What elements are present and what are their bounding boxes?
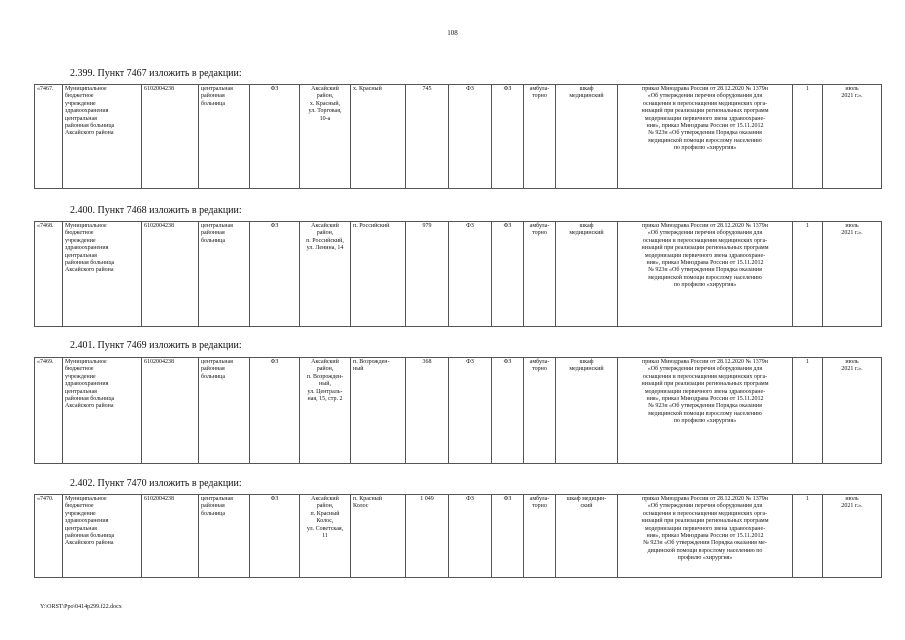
cell-locality [351,358,406,464]
cell-basis [618,222,793,327]
cell-line: районная больница [65,533,115,540]
cell-line: центральная [201,223,233,229]
cell-locality [351,495,406,578]
cell-date [823,85,882,189]
cell-fz2: ФЗ [449,495,492,578]
cell-type [199,358,250,464]
record-table [34,84,882,189]
cell-line: «Об утверждении перечня оборудования для [647,93,763,100]
cell-line: здравоохранения [65,245,109,252]
cell-line: п. Красный [310,510,340,517]
cell-institution [63,222,142,327]
cell-line: ная, 15, стр. 2 [307,396,343,403]
page-number: 108 [447,29,458,37]
cell-line: № 923н «Об утверждении Порядка оказания ме- [643,540,767,547]
cell-line: район, [316,366,334,373]
cell-line: Муниципальное [65,496,107,502]
cell-line: 2021 г.». [841,230,863,237]
cell-fz3: ФЗ [492,85,524,189]
cell-inn: 6102004238 [142,85,199,189]
cell-line: учреждение [65,237,96,244]
cell-num: «7467. [35,85,63,189]
cell-equipment [556,85,618,189]
cell-line: район, [316,503,334,510]
cell-line: торно [532,366,547,373]
section-heading: 2.402. Пункт 7470 изложить в редакции: [70,478,242,489]
cell-line: х. Красный [353,86,382,92]
cell-fz2: ФЗ [449,222,492,327]
cell-line: 2021 г.». [841,366,863,373]
cell-inn: 6102004238 [142,358,199,464]
cell-line: шкаф [579,223,594,229]
cell-line: Аксайский [311,496,339,502]
cell-line: бюджетное [65,366,94,373]
cell-line: «Об утверждении перечня оборудования для [647,503,763,510]
cell-line: профилю «хирургия» [677,555,733,562]
cell-line: центральная [201,359,233,365]
cell-line: июль [845,359,859,365]
cell-equipment [556,495,618,578]
cell-line: оснащения и переоснащения медицинских орга- [642,100,768,107]
cell-line: модернизации первичного звена здравоохране- [644,525,766,532]
cell-line: районная [201,503,225,510]
cell-line: медицинской помощи взрослому населению [648,137,762,144]
cell-line: торно [532,503,547,510]
cell-line: больница [201,100,225,107]
cell-institution [63,358,142,464]
cell-line: районная [201,93,225,100]
cell-line: центральная [201,86,233,92]
cell-line: медицинский [569,366,604,373]
cell-line: июль [845,86,859,92]
cell-type [199,85,250,189]
cell-line: районная больница [65,260,115,267]
cell-line: здравоохранения [65,518,109,525]
cell-line: ния», приказ Минздрава России от 15.11.2012 [646,533,764,540]
cell-care [524,222,556,327]
cell-line: по профилю «хирургия» [673,418,737,425]
cell-line: бюджетное [65,230,94,237]
cell-line: № 923н «Об утверждении Порядка оказания [648,130,762,137]
cell-line: приказ Минздрава России от 28.12.2020 № 1379н [642,359,768,365]
cell-population: 745 [406,85,449,189]
cell-line: учреждение [65,373,96,380]
cell-line: 2021 г.». [841,503,863,510]
cell-line: ния», приказ Минздрава России от 15.11.2012 [646,123,764,130]
cell-type [199,222,250,327]
cell-line: оснащения и переоснащения медицинских орга- [642,510,768,517]
cell-inn: 6102004238 [142,495,199,578]
cell-line: медицинской помощи взрослому населению [648,410,762,417]
cell-line: приказ Минздрава России от 28.12.2020 № 1379н [642,86,768,92]
section-heading: 2.401. Пункт 7469 изложить в редакции: [70,340,242,351]
cell-line: модернизации первичного звена здравоохране- [644,115,766,122]
table-row [35,85,882,189]
cell-num: «7470. [35,495,63,578]
cell-inn: 6102004238 [142,222,199,327]
cell-fz3: ФЗ [492,358,524,464]
cell-line: приказ Минздрава России от 28.12.2020 № 1379н [642,223,768,229]
cell-address [300,222,351,327]
cell-line: шкаф медицин- [566,496,607,502]
cell-line: по профилю «хирургия» [673,282,737,289]
cell-line: «Об утверждении перечня оборудования для [647,230,763,237]
cell-fz: ФЗ [250,495,300,578]
cell-line: центральная [65,115,97,122]
cell-line: п. Российский [353,223,390,229]
cell-population: 368 [406,358,449,464]
cell-fz3: ФЗ [492,222,524,327]
cell-line: ный [353,366,364,373]
cell-line: Аксайского района [65,540,114,547]
cell-line: Аксайский [311,359,339,365]
cell-line: модернизации первичного звена здравоохране- [644,388,766,395]
cell-line: здравоохранения [65,108,109,115]
cell-line: низаций при реализации региональных программ [641,108,769,115]
cell-line: ул. Централь- [307,388,343,395]
cell-fz3: ФЗ [492,495,524,578]
cell-line: № 923н «Об утверждении Порядка оказания [648,403,762,410]
cell-num: «7469. [35,358,63,464]
record-table [34,221,882,327]
cell-line: шкаф [579,359,594,365]
cell-line: 11 [322,533,328,540]
cell-line: шкаф [579,86,594,92]
cell-line: бюджетное [65,503,94,510]
cell-line: ский [580,503,593,510]
cell-line: торно [532,230,547,237]
cell-line: центральная [65,388,97,395]
cell-type [199,495,250,578]
cell-line: учреждение [65,510,96,517]
cell-address [300,85,351,189]
cell-line: Аксайский [311,86,339,92]
cell-date [823,495,882,578]
section-heading: 2.400. Пункт 7468 изложить в редакции: [70,205,242,216]
cell-qty: 1 [793,85,823,189]
cell-line: оснащения и переоснащения медицинских орга- [642,237,768,244]
cell-line: х. Красный, [309,100,341,107]
cell-line: модернизации первичного звена здравоохране- [644,252,766,259]
cell-fz2: ФЗ [449,85,492,189]
cell-line: районная больница [65,396,115,403]
cell-line: июль [845,223,859,229]
cell-date [823,222,882,327]
cell-fz2: ФЗ [449,358,492,464]
cell-fz: ФЗ [250,85,300,189]
cell-basis [618,495,793,578]
cell-line: район, [316,93,334,100]
cell-basis [618,85,793,189]
cell-population: 1 049 [406,495,449,578]
cell-line: районная [201,366,225,373]
cell-line: п. Возрожден- [306,373,344,380]
cell-num: «7468. [35,222,63,327]
cell-care [524,495,556,578]
cell-line: Муниципальное [65,223,107,229]
cell-institution [63,495,142,578]
cell-line: дицинской помощи взрослому населению по [647,547,763,554]
cell-line: ный, [319,381,331,388]
cell-line: торно [532,93,547,100]
table-row [35,222,882,327]
cell-line: центральная [65,525,97,532]
cell-line: ул. Советская, [306,525,344,532]
cell-line: «Об утверждении перечня оборудования для [647,366,763,373]
cell-line: амбула- [529,496,550,502]
cell-line: оснащения и переоснащения медицинских орга- [642,373,768,380]
cell-line: низаций при реализации региональных программ [641,245,769,252]
cell-care [524,85,556,189]
cell-line: приказ Минздрава России от 28.12.2020 № 1379н [642,496,768,502]
cell-line: учреждение [65,100,96,107]
cell-equipment [556,358,618,464]
cell-line: Аксайский [311,223,339,229]
cell-line: больница [201,237,225,244]
cell-line: бюджетное [65,93,94,100]
cell-line: п. Красный [353,496,382,502]
cell-line: амбула- [529,223,550,229]
cell-line: низаций при реализации региональных программ [641,518,769,525]
cell-line: Муниципальное [65,359,107,365]
cell-qty: 1 [793,222,823,327]
cell-line: № 923н «Об утверждении Порядка оказания [648,267,762,274]
cell-line: районная больница [65,123,115,130]
cell-line: Колос [353,503,369,510]
cell-line: ул. Торговая, [308,108,342,115]
cell-line: Аксайского района [65,403,114,410]
cell-line: районная [201,230,225,237]
cell-line: ул. Ленина, 14 [306,245,344,252]
table-row [35,358,882,464]
cell-locality [351,85,406,189]
cell-line: по профилю «хирургия» [673,145,737,152]
table-row [35,495,882,578]
cell-line: низаций при реализации региональных программ [641,381,769,388]
cell-line: Аксайского района [65,130,114,137]
cell-line: п. Возрожден- [353,359,390,365]
cell-line: Колос, [316,518,334,525]
cell-line: Аксайского района [65,267,114,274]
cell-fz: ФЗ [250,358,300,464]
cell-line: Муниципальное [65,86,107,92]
cell-population: 979 [406,222,449,327]
cell-line: больница [201,510,225,517]
cell-line: ния», приказ Минздрава России от 15.11.2012 [646,396,764,403]
cell-care [524,358,556,464]
cell-line: июль [845,496,859,502]
cell-line: медицинский [569,93,604,100]
cell-address [300,495,351,578]
cell-line: амбула- [529,86,550,92]
cell-address [300,358,351,464]
record-table [34,357,882,464]
cell-line: медицинский [569,230,604,237]
footer-file-path: Y:\ORST\Ppo\0414p299.f22.docx [40,604,122,610]
cell-equipment [556,222,618,327]
cell-line: медицинской помощи взрослому населению [648,274,762,281]
cell-fz: ФЗ [250,222,300,327]
cell-qty: 1 [793,495,823,578]
cell-institution [63,85,142,189]
cell-basis [618,358,793,464]
cell-line: амбула- [529,359,550,365]
cell-qty: 1 [793,358,823,464]
section-heading: 2.399. Пункт 7467 изложить в редакции: [70,68,242,79]
cell-line: больница [201,373,225,380]
cell-locality [351,222,406,327]
cell-line: центральная [201,496,233,502]
cell-line: район, [316,230,334,237]
cell-line: 2021 г.». [841,93,863,100]
cell-line: п. Российский, [306,237,344,244]
cell-line: центральная [65,252,97,259]
cell-line: здравоохранения [65,381,109,388]
cell-line: ния», приказ Минздрава России от 15.11.2012 [646,260,764,267]
cell-date [823,358,882,464]
cell-line: 10-а [319,115,331,122]
record-table [34,494,882,578]
